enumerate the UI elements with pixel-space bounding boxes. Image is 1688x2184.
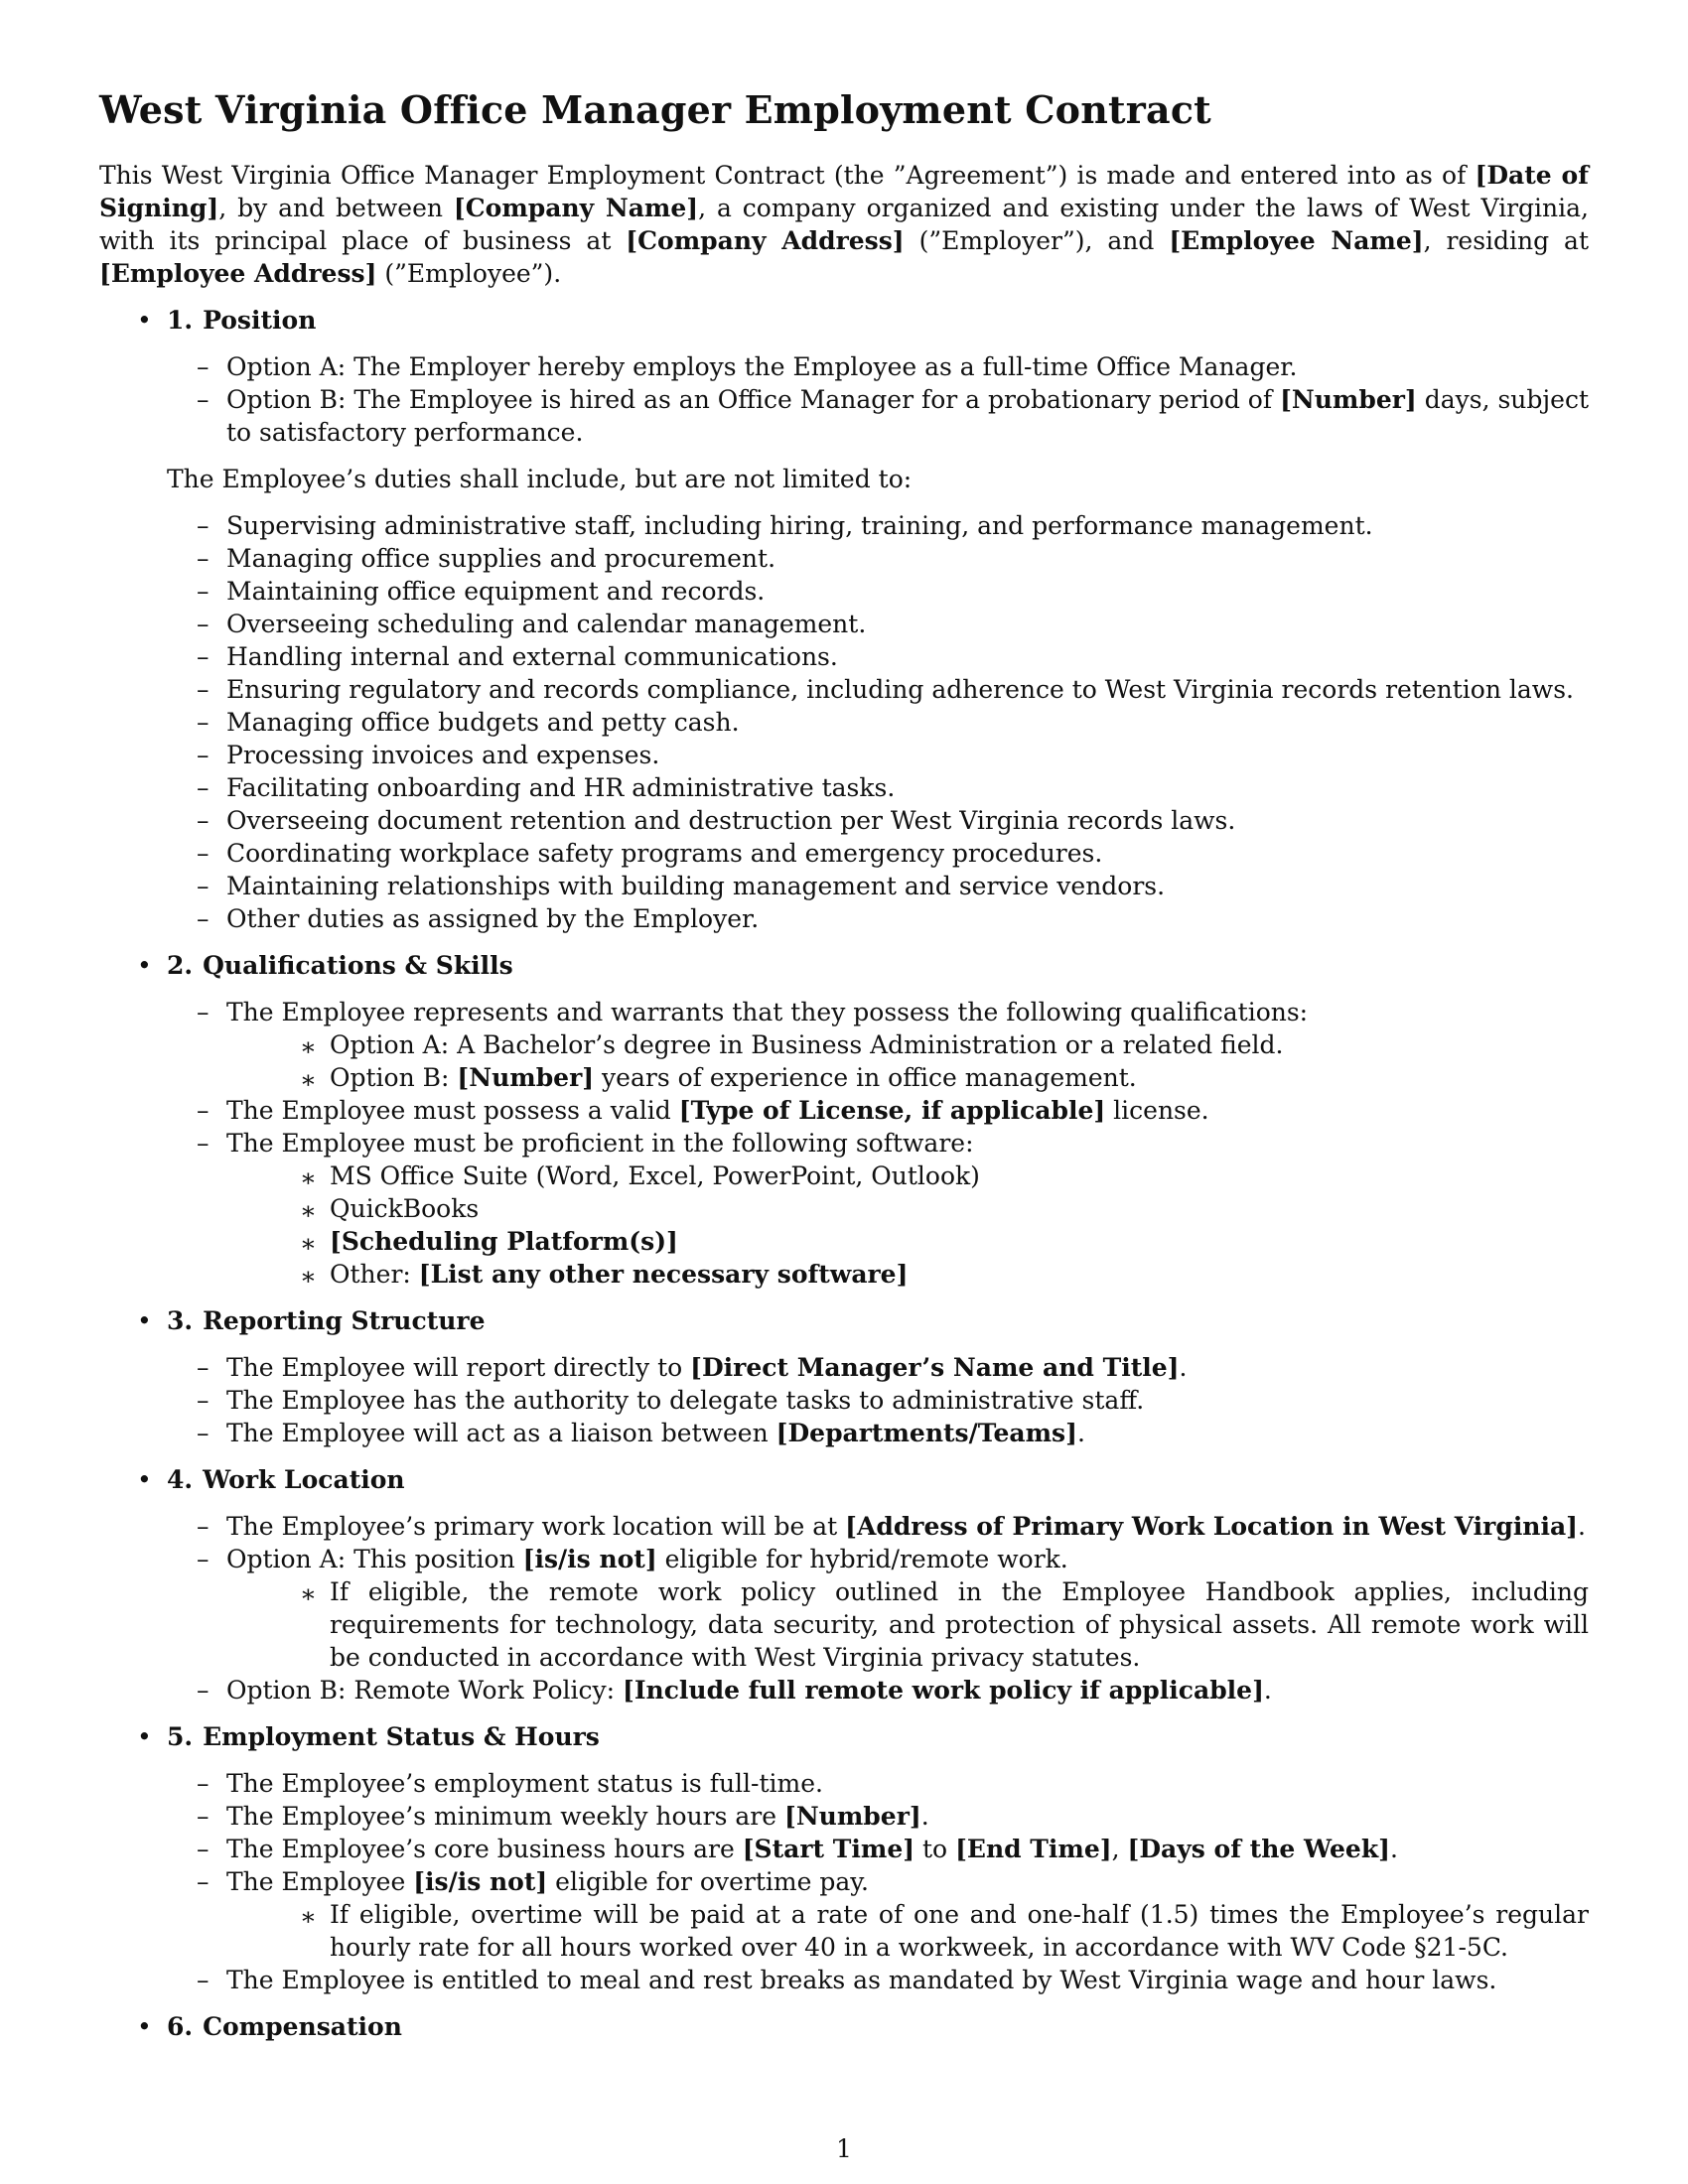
section-employment-status — [99, 1720, 1589, 1996]
asterisk-icon: ∗ — [300, 1162, 317, 1192]
section-qualifications — [99, 949, 1589, 1291]
qualification-options — [278, 1028, 1589, 1094]
sub-list-item: ∗ QuickBooks — [300, 1193, 480, 1225]
reporting-list — [99, 1351, 1589, 1449]
dash-icon: – — [197, 1866, 210, 1896]
dash-icon: – — [197, 510, 210, 540]
date-placeholder: [Date of Signing] — [99, 160, 1589, 222]
bullet-icon: • — [137, 1305, 152, 1335]
location-list — [99, 1510, 1589, 1706]
asterisk-icon: ∗ — [300, 1228, 317, 1258]
sub-list-item: ∗ [Scheduling Platform(s)] — [300, 1226, 678, 1258]
employee-name-placeholder: [Employee Name] — [1169, 225, 1424, 255]
dash-icon: – — [197, 1801, 210, 1831]
section-heading: • 1. Position — [137, 305, 317, 335]
dash-icon: – — [197, 1834, 210, 1863]
dash-icon: – — [197, 1385, 210, 1415]
dash-icon: – — [197, 384, 210, 414]
dash-icon: – — [197, 871, 210, 900]
list-item: – Overseeing scheduling and calendar management. — [197, 609, 867, 638]
section-work-location — [99, 1463, 1589, 1706]
sub-list-item: ∗ Option A: A Bachelor’s degree in Business Administration or a related field. — [300, 1029, 1284, 1061]
asterisk-icon: ∗ — [300, 1901, 317, 1931]
sub-list-item: ∗ If eligible, overtime will be paid at a rate of one and one-half (1.5) times the Employee’s regular hourly rate for all hours worked over 40 in a workweek, in accordance with WV Code §21-5C. — [300, 1899, 1589, 1962]
position-options — [99, 350, 1589, 449]
list-item: – Overseeing document retention and destruction per West Virginia records laws. — [197, 805, 1236, 835]
list-item: – Maintaining relationships with building management and service vendors. — [197, 871, 1166, 900]
bullet-icon: • — [137, 2011, 152, 2041]
list-item: – Option A: The Employer hereby employs the Employee as a full-time Office Manager. — [197, 351, 1298, 381]
list-item: – Supervising administrative staff, including hiring, training, and performance management. — [197, 510, 1373, 540]
software-list — [278, 1160, 1589, 1291]
hours-list — [99, 1767, 1589, 1996]
section-reporting-structure — [99, 1304, 1589, 1449]
section-heading: • 2. Qualifications & Skills — [137, 950, 513, 980]
list-item: – Option B: Remote Work Policy: [Include full remote work policy if applicable]. — [197, 1675, 1272, 1705]
list-item: – The Employee [is/is not] eligible for overtime pay. ∗ If eligible, overtime will be paid at a rate of one and one-half (1.5) times the Employee’s regular hourly rate for all hours worked over 40 in a workweek, in accordance with WV Code §21-5C. — [197, 1866, 1589, 1962]
list-item: – Ensuring regulatory and records compliance, including adherence to West Virginia records retention laws. — [197, 674, 1574, 704]
dash-icon: – — [197, 1128, 210, 1158]
list-item: – Option A: This position [is/is not] eligible for hybrid/remote work. ∗ If eligible, the remote work policy outlined in the Employee Handbook applies, including requirements for technology, data security, and protection of physical assets. All remote work will be conducted in accordance with West Virginia privacy statutes. — [197, 1544, 1589, 1672]
list-item: – The Employee will act as a liaison between [Departments/Teams]. — [197, 1418, 1085, 1447]
dash-icon: – — [197, 576, 210, 606]
company-address-placeholder: [Company Address] — [626, 225, 905, 255]
section-heading: • 6. Compensation — [137, 2011, 402, 2041]
sub-list-item: ∗ Option B: [Number] years of experience in office management. — [300, 1062, 1137, 1094]
list-item: – Facilitating onboarding and HR administrative tasks. — [197, 772, 896, 802]
asterisk-icon: ∗ — [300, 1261, 317, 1291]
remote-work-details — [278, 1575, 1589, 1674]
dash-icon: – — [197, 1675, 210, 1705]
bullet-icon: • — [137, 1464, 152, 1494]
duties-list — [99, 509, 1589, 935]
list-item: – Maintaining office equipment and records. — [197, 576, 766, 606]
asterisk-icon: ∗ — [300, 1064, 317, 1094]
bullet-icon: • — [137, 950, 152, 980]
qualifications-list — [99, 996, 1589, 1291]
asterisk-icon: ∗ — [300, 1031, 317, 1061]
bullet-icon: • — [137, 305, 152, 335]
section-heading: • 3. Reporting Structure — [137, 1305, 486, 1335]
dash-icon: – — [197, 1965, 210, 1994]
list-item: – The Employee’s core business hours are [Start Time] to [End Time], [Days of the Week]. — [197, 1834, 1398, 1863]
list-item: – Other duties as assigned by the Employer. — [197, 903, 760, 933]
dash-icon: – — [197, 1511, 210, 1541]
sub-list-item: ∗ If eligible, the remote work policy outlined in the Employee Handbook applies, including requirements for technology, data security, and protection of physical assets. All remote work will be conducted in accordance with West Virginia privacy statutes. — [300, 1576, 1589, 1672]
dash-icon: – — [197, 1544, 210, 1573]
list-item: – The Employee represents and warrants that they possess the following qualifications: ∗ Option A: A Bachelor’s degree in Business Administration or a related field. ∗ Option B: [Number] years of experience in office management. — [99, 996, 1589, 1094]
list-item: – Handling internal and external communications. — [197, 641, 838, 671]
dash-icon: – — [197, 1095, 210, 1125]
dash-icon: – — [197, 641, 210, 671]
company-name-placeholder: [Company Name] — [453, 193, 699, 222]
section-position — [99, 304, 1589, 935]
dash-icon: – — [197, 674, 210, 704]
dash-icon: – — [197, 707, 210, 737]
page-number: 1 — [836, 2134, 852, 2163]
dash-icon: – — [197, 1352, 210, 1382]
section-heading: • 4. Work Location — [137, 1464, 405, 1494]
list-item: – Option B: The Employee is hired as an Office Manager for a probationary period of [Number] days, subject to satisfactory performance. — [197, 384, 1589, 447]
list-item: – The Employee will report directly to [Direct Manager’s Name and Title]. — [197, 1352, 1188, 1382]
dash-icon: – — [197, 838, 210, 868]
sub-list-item: ∗ MS Office Suite (Word, Excel, PowerPoint, Outlook) — [300, 1160, 980, 1192]
document-page — [99, 87, 1589, 2057]
dash-icon: – — [197, 609, 210, 638]
duties-intro: The Employee’s duties shall include, but are not limited to: — [167, 464, 913, 493]
document-title: West Virginia Office Manager Employment Contract — [99, 87, 1211, 132]
list-item: – The Employee has the authority to delegate tasks to administrative staff. — [197, 1385, 1145, 1415]
list-item: – Managing office supplies and procurement. — [197, 543, 776, 573]
dash-icon: – — [197, 805, 210, 835]
list-item: – The Employee is entitled to meal and rest breaks as mandated by West Virginia wage and hour laws. — [197, 1965, 1497, 1994]
intro-paragraph: This West Virginia Office Manager Employment Contract (the ”Agreement”) is made and entered into as of [Date of Signing], by and between [Company Name], a company organized and existing under the laws of West Virginia, with its principal place of business at [Company Address] (”Employer”), and [Employee Name], residing at [Employee Address] (”Employee”). — [99, 160, 1590, 288]
sub-list-item: ∗ Other: [List any other necessary software] — [300, 1259, 909, 1291]
list-item: – The Employee must possess a valid [Type of License, if applicable] license. — [197, 1095, 1209, 1125]
list-item: – The Employee’s employment status is full-time. — [197, 1768, 823, 1798]
dash-icon: – — [197, 351, 210, 381]
section-compensation — [99, 2010, 1589, 2043]
overtime-details — [278, 1898, 1589, 1964]
dash-icon: – — [197, 772, 210, 802]
section-heading: • 5. Employment Status & Hours — [137, 1721, 600, 1751]
list-item: – Processing invoices and expenses. — [197, 740, 660, 769]
dash-icon: – — [197, 1768, 210, 1798]
list-item: – Coordinating workplace safety programs and emergency procedures. — [197, 838, 1103, 868]
dash-icon: – — [197, 543, 210, 573]
list-item: – The Employee’s primary work location will be at [Address of Primary Work Location in West Virginia]. — [197, 1511, 1586, 1541]
bullet-icon: • — [137, 1721, 152, 1751]
list-item: – The Employee must be proficient in the following software: ∗ MS Office Suite (Word, Excel, PowerPoint, Outlook) ∗ QuickBooks ∗ [Scheduling Platform(s)] ∗ Other: [List any other necessary software] — [99, 1127, 1589, 1291]
list-item: – Managing office budgets and petty cash. — [197, 707, 740, 737]
dash-icon: – — [197, 740, 210, 769]
asterisk-icon: ∗ — [300, 1578, 317, 1608]
list-item: – The Employee’s minimum weekly hours are [Number]. — [197, 1801, 929, 1831]
dash-icon: – — [197, 1418, 210, 1447]
employee-address-placeholder: [Employee Address] — [99, 258, 377, 288]
dash-icon: – — [197, 997, 210, 1026]
dash-icon: – — [197, 903, 210, 933]
asterisk-icon: ∗ — [300, 1195, 317, 1225]
